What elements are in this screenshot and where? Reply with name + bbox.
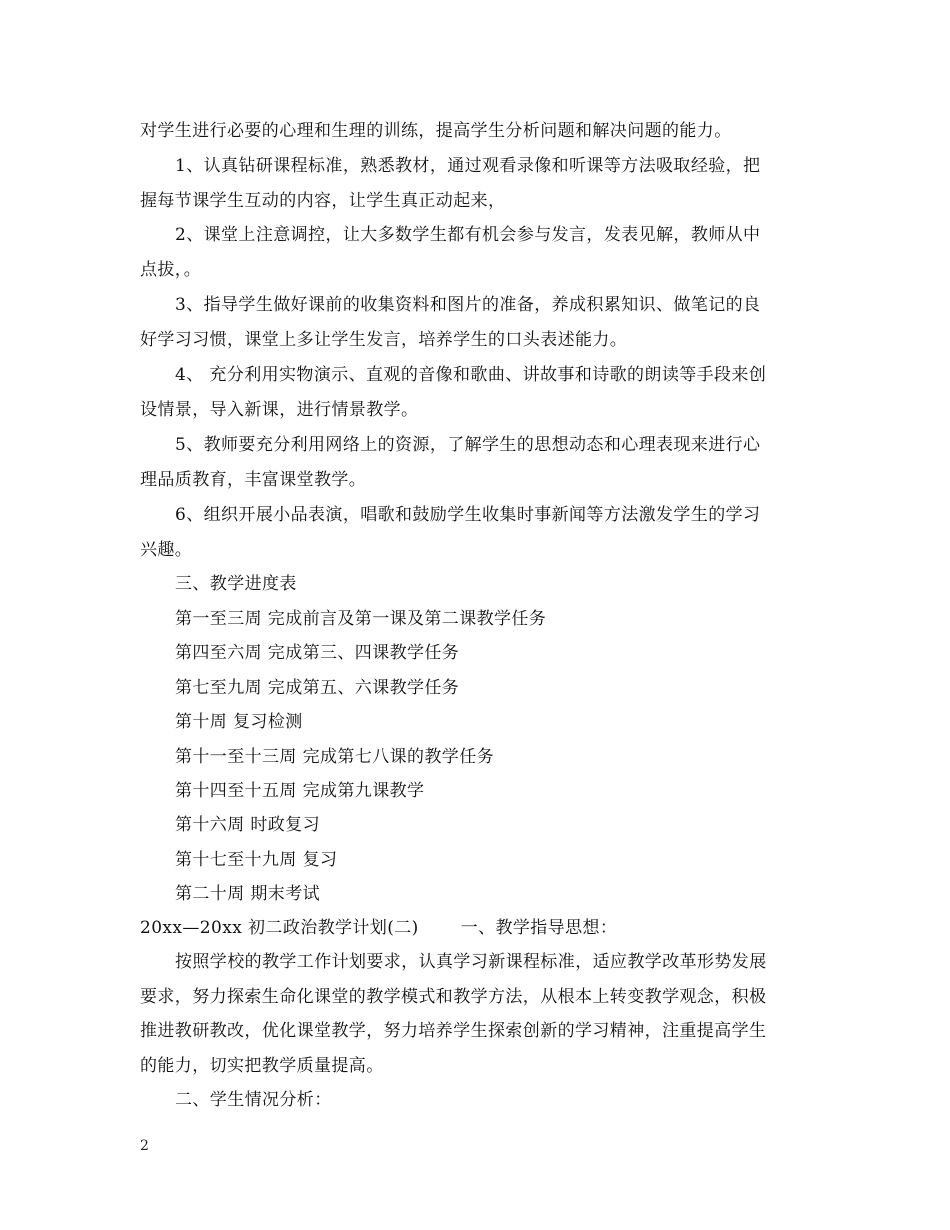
section-heading: 一、教学指导思想：	[460, 918, 618, 938]
text-line: 6、组织开展小品表演，唱歌和鼓励学生收集时事新闻等方法激发学生的学习	[175, 505, 761, 525]
schedule-item: 第二十周 期末考试	[175, 884, 321, 904]
text-line: 推进教研教改，优化课堂教学，努力培养学生探索创新的学习精神，注重提高学生	[140, 1021, 767, 1041]
text-line: 要求，努力探索生命化课堂的教学模式和教学方法，从根本上转变教学观念，积极	[140, 987, 767, 1007]
plan-title-line	[140, 917, 617, 939]
schedule-item: 第十四至十五周 完成第九课教学	[175, 781, 425, 801]
schedule-item: 第十一至十三周 完成第七八课的教学任务	[175, 747, 495, 767]
text-line: 握每节课学生互动的内容，让学生真正动起来，	[140, 191, 506, 211]
text-line: 的能力，切实把教学质量提高。	[140, 1056, 384, 1076]
text-line: 理品质教育，丰富课堂教学。	[140, 470, 367, 490]
text-line: 3、指导学生做好课前的收集资料和图片的准备，养成积累知识、做笔记的良	[175, 295, 761, 315]
text-line: 兴趣。	[140, 540, 193, 560]
schedule-item: 第十六周 时政复习	[175, 815, 321, 835]
schedule-item: 第四至六周 完成第三、四课教学任务	[175, 643, 460, 663]
text-line: 好学习习惯，课堂上多让学生发言，培养学生的口头表述能力。	[140, 330, 628, 350]
text-line: 对学生进行必要的心理和生理的训练，提高学生分析问题和解决问题的能力。	[140, 121, 732, 141]
text-line: 4、 充分利用实物演示、直观的音像和歌曲、讲故事和诗歌的朗读等手段来创	[175, 365, 767, 385]
plan-title: 20xx—20xx 初二政治教学计划(二)	[140, 918, 419, 938]
text-line: 按照学校的教学工作计划要求，认真学习新课程标准，适应教学改革形势发展	[175, 952, 767, 972]
schedule-item: 第七至九周 完成第五、六课教学任务	[175, 678, 460, 698]
section-heading: 二、学生情况分析：	[175, 1090, 332, 1110]
text-line: 2、课堂上注意调控，让大多数学生都有机会参与发言，发表见解，教师从中	[175, 225, 761, 245]
text-line: 5、教师要充分利用网络上的资源，了解学生的思想动态和心理表现来进行心	[175, 435, 761, 455]
schedule-item: 第十周 复习检测	[175, 712, 303, 732]
text-line: 点拔，。	[140, 260, 202, 280]
section-heading: 三、教学进度表	[175, 574, 297, 594]
text-line: 1、认真钻研课程标准，熟悉教材，通过观看录像和听课等方法吸取经验，把	[175, 156, 761, 176]
page-number: 2	[140, 1138, 149, 1154]
schedule-item: 第一至三周 完成前言及第一课及第二课教学任务	[175, 609, 547, 629]
schedule-item: 第十七至十九周 复习	[175, 850, 338, 870]
text-line: 设情景，导入新课，进行情景教学。	[140, 400, 419, 420]
